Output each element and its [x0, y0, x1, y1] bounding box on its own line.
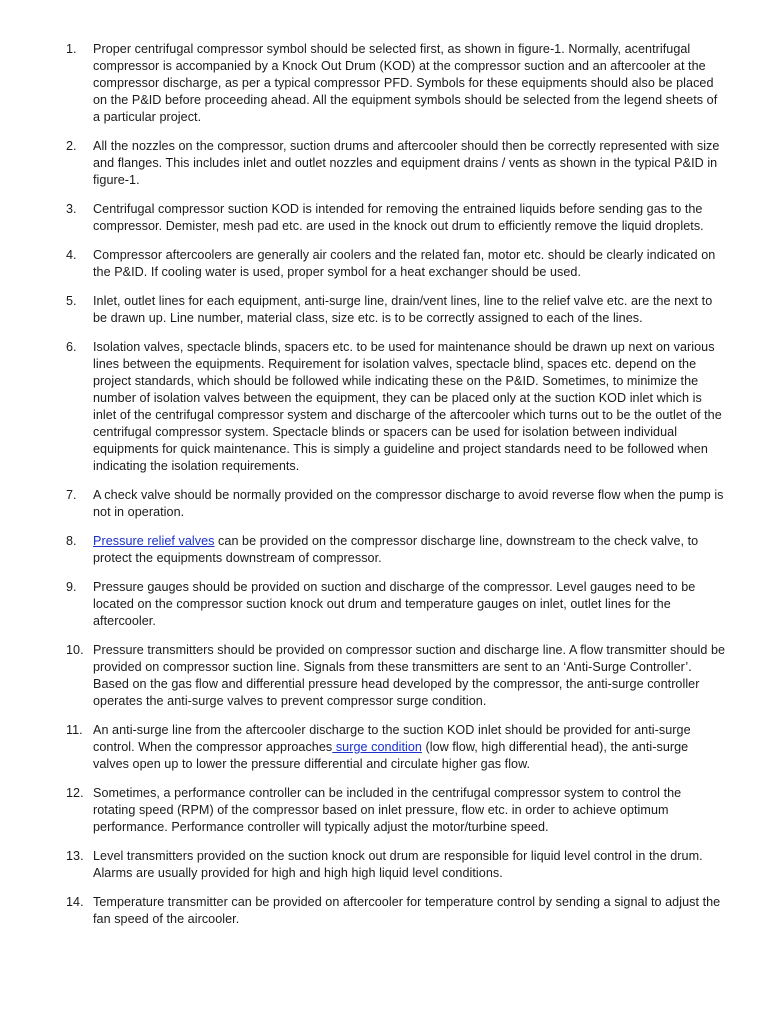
item-text: All the nozzles on the compressor, suction drums and aftercooler should then be correctly represented with size and flanges. This includes inlet and outlet nozzles and equipment drains / vents as shown in the typical P&ID in figure-1.: [93, 139, 720, 187]
item-text: can be provided on the compressor discharge line, downstream to the check valve, to protect the equipments downstream of compressor.: [93, 534, 699, 565]
list-item: [66, 138, 726, 189]
item-number: 7.: [66, 488, 77, 502]
item-text: An anti-surge line from the aftercooler discharge to the suction KOD inlet should be provided for anti-surge control. When the compressor approaches: [93, 723, 691, 754]
list-item: [66, 487, 726, 521]
item-number: 8.: [66, 534, 77, 548]
item-text-continued: (low flow, high differential head), the anti-surge valves open up to lower the pressure differential and circulate higher gas flow.: [93, 740, 689, 771]
item-number: 3.: [66, 202, 77, 216]
list-item: [66, 722, 726, 773]
item-number: 9.: [66, 580, 77, 594]
item-number: 2.: [66, 139, 77, 153]
numbered-instructions-list: [66, 41, 726, 940]
surge-condition-link[interactable]: surge condition: [332, 740, 422, 754]
item-number: 14.: [66, 895, 84, 909]
list-item: [66, 247, 726, 281]
list-item: [66, 848, 726, 882]
item-number: 11.: [66, 723, 83, 737]
item-text: Inlet, outlet lines for each equipment, anti-surge line, drain/vent lines, line to the relief valve etc. are the next to be drawn up. Line number, material class, size etc. is to be correctly assigned to each of the lines.: [93, 294, 713, 325]
list-item: [66, 894, 726, 928]
list-item: [66, 533, 726, 567]
item-number: 1.: [66, 42, 77, 56]
item-number: 4.: [66, 248, 77, 262]
item-text: Isolation valves, spectacle blinds, spacers etc. to be used for maintenance should be drawn up next on various lines between the equipments. Requirement for isolation valves, spectacle blind, spaces etc. depend on the project standards, which should be followed while indicating these on the P&ID. Sometimes, to minimize the number of isolation valves between the equipment, they can be placed only at the suction KOD inlet which is inlet of the centrifugal compressor system and discharge of the aftercooler which turns out to be the outlet of the centrifugal compressor system. Spectacle blinds or spacers can be used for isolation between individual equipments for quick maintenance. This is simply a guideline and project standards need to be followed when indicating the isolation requirements.: [93, 340, 722, 473]
item-text: A check valve should be normally provided on the compressor discharge to avoid reverse flow when the pump is not in operation.: [93, 488, 724, 519]
item-number: 13.: [66, 849, 84, 863]
list-item: [66, 642, 726, 710]
item-text: Level transmitters provided on the suction knock out drum are responsible for liquid level control in the drum. Alarms are usually provided for high and high high liquid level conditions.: [93, 849, 703, 880]
item-text: Centrifugal compressor suction KOD is intended for removing the entrained liquids before sending gas to the compressor. Demister, mesh pad etc. are used in the knock out drum to efficiently remove the liquid droplets.: [93, 202, 704, 233]
item-number: 10.: [66, 643, 84, 657]
pressure-relief-valves-link[interactable]: Pressure relief valves: [93, 534, 215, 548]
item-text: Sometimes, a performance controller can be included in the centrifugal compressor system to control the rotating speed (RPM) of the compressor based on inlet pressure, flow etc. in order to achieve optimum performance. Performance controller will typically adjust the motor/turbine speed.: [93, 786, 682, 834]
list-item: [66, 785, 726, 836]
item-text: Pressure transmitters should be provided on compressor suction and discharge line. A flow transmitter should be provided on compressor suction line. Signals from these transmitters are sent to an ‘Anti-Surge Controller’. Based on the gas flow and differential pressure head developed by the compressor, the anti-surge controller operates the anti-surge valves to prevent compressor surge condition.: [93, 643, 726, 708]
item-number: 5.: [66, 294, 77, 308]
item-number: 6.: [66, 340, 77, 354]
list-item: [66, 41, 726, 126]
item-number: 12.: [66, 786, 84, 800]
item-text: Proper centrifugal compressor symbol should be selected first, as shown in figure-1. Normally, acentrifugal compressor is accompanied by a Knock Out Drum (KOD) at the compressor suction and an aftercooler at the compressor discharge, as per a typical compressor PFD. Symbols for these equipments should also be placed on the P&ID before proceeding ahead. All the equipment symbols should be selected from the legend sheets of a particular project.: [93, 42, 718, 124]
item-text: Pressure gauges should be provided on suction and discharge of the compressor. Level gauges need to be located on the compressor suction knock out drum and temperature gauges on inlet, outlet lines for the aftercooler.: [93, 580, 696, 628]
list-item: [66, 293, 726, 327]
item-text: Temperature transmitter can be provided on aftercooler for temperature control by sending a signal to adjust the fan speed of the aircooler.: [93, 895, 721, 926]
list-item: [66, 201, 726, 235]
item-text: Compressor aftercoolers are generally air coolers and the related fan, motor etc. should be clearly indicated on the P&ID. If cooling water is used, proper symbol for a heat exchanger should be used.: [93, 248, 716, 279]
list-item: [66, 339, 726, 475]
list-item: [66, 579, 726, 630]
